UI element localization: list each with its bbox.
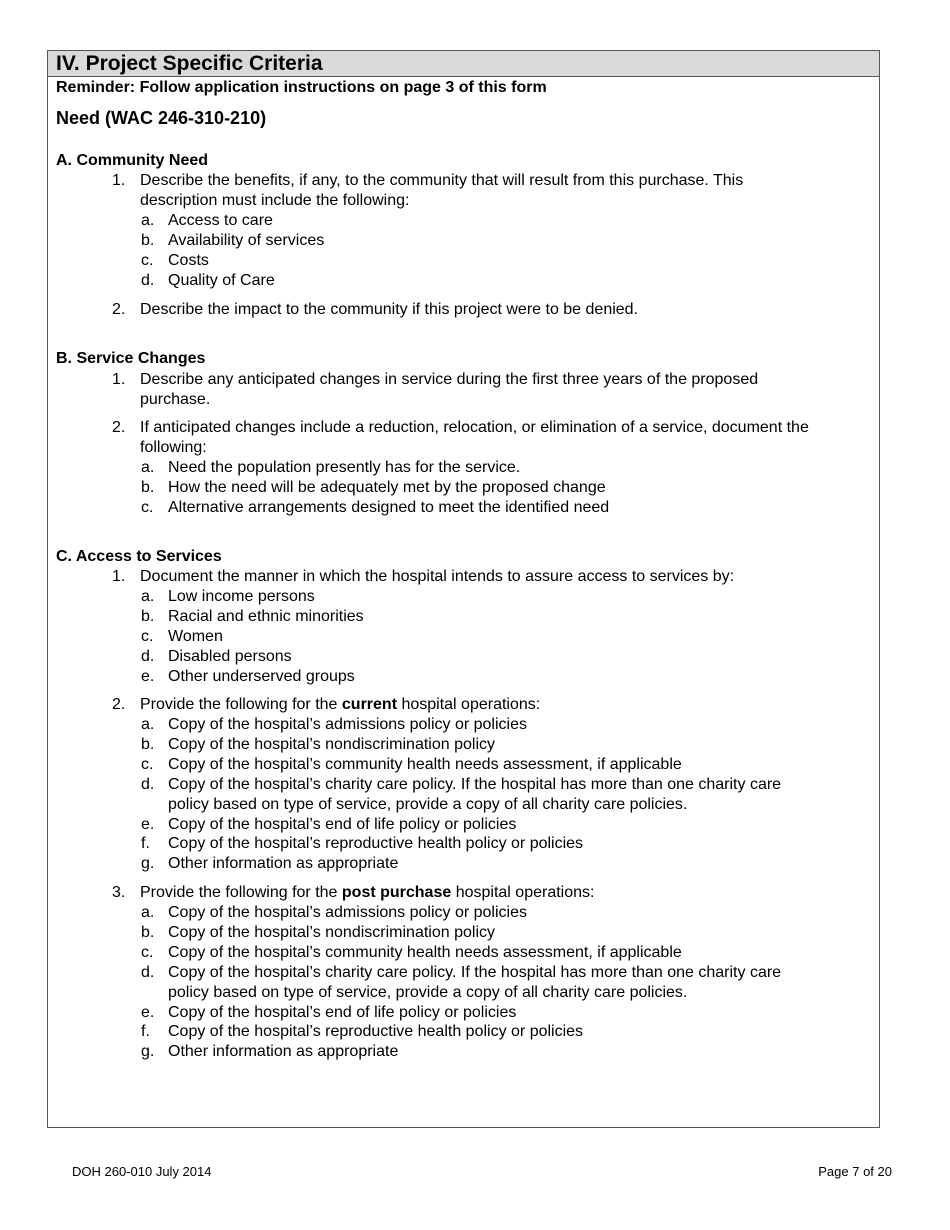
list-item: Copy of the hospital’s admissions policy or policies [168, 716, 527, 733]
list-item: Other information as appropriate [168, 855, 399, 872]
list-item: policy based on type of service, provide a copy of all charity care policies. [168, 984, 688, 1001]
list-item: Copy of the hospital’s reproductive health policy or policies [168, 1023, 584, 1040]
list-item: Other information as appropriate [168, 1043, 399, 1060]
access-services-heading: C. Access to Services [56, 548, 222, 565]
list-item: Racial and ethnic minorities [168, 608, 364, 625]
list-item: Access to care [168, 212, 273, 229]
list-item: If anticipated changes include a reduction, relocation, or elimination of a service, document the [140, 419, 809, 436]
list-item: Low income persons [168, 588, 315, 605]
list-item: Copy of the hospital’s end of life policy or policies [168, 1004, 517, 1021]
list-item: Describe any anticipated changes in service during the first three years of the proposed [140, 371, 759, 388]
list-item: Other underserved groups [168, 668, 355, 685]
list-item: Women [168, 628, 223, 645]
list-item: Describe the impact to the community if this project were to be denied. [140, 301, 639, 318]
list-item: description must include the following: [140, 192, 410, 209]
list-item: Copy of the hospital’s charity care policy. If the hospital has more than one charity care [168, 964, 782, 981]
community-need-heading: A. Community Need [56, 152, 209, 169]
list-item: Alternative arrangements designed to meet the identified need [168, 499, 610, 516]
need-heading: Need (WAC 246-310-210) [56, 108, 267, 128]
list-item: Copy of the hospital’s reproductive health policy or policies [168, 835, 584, 852]
list-item: Provide the following for the post purchase hospital operations: [140, 884, 595, 901]
list-item: purchase. [140, 391, 211, 408]
list-item: policy based on type of service, provide a copy of all charity care policies. [168, 796, 688, 813]
reminder-text: Reminder: Follow application instructions on page 3 of this form [56, 79, 547, 96]
list-item: Copy of the hospital’s end of life policy or policies [168, 816, 517, 833]
list-item: Copy of the hospital’s community health needs assessment, if applicable [168, 756, 682, 773]
list-item: Copy of the hospital’s nondiscrimination policy [168, 924, 495, 941]
list-item: Document the manner in which the hospital intends to assure access to services by: [140, 568, 735, 585]
list-item: Copy of the hospital’s nondiscrimination policy [168, 736, 495, 753]
list-item: Costs [168, 252, 209, 269]
section-title: IV. Project Specific Criteria [48, 51, 879, 77]
list-item: Provide the following for the current hospital operations: [140, 696, 541, 713]
footer-form-number: DOH 260-010 July 2014 [72, 1164, 212, 1179]
list-item: Disabled persons [168, 648, 292, 665]
list-number: 1. [112, 172, 126, 189]
footer-page-number: Page 7 of 20 [818, 1164, 892, 1179]
list-item: How the need will be adequately met by the proposed change [168, 479, 606, 496]
list-item: Need the population presently has for the service. [168, 459, 521, 476]
list-item: Quality of Care [168, 272, 275, 289]
criteria-frame: IV. Project Specific Criteria Reminder: Follow application instructions on page 3 of this form Need (WAC 246-310-210) A. Community Need 1. Describe the benefits, if any, to the community that will result from this purchase. This description must include the following: a. Access to care b. Availability of services c. Costs d. Quality of Care 2. Describe the impact to the community if this project were to be denied. B. Service Changes 1. Describe any anticipated changes in service during the first three years of the proposed purchase. 2. If anticipated changes include a reduction, relocation, or elimination of a service, document the following: a. Need the population presently has for the service. b. How the need will be adequately met by the proposed change c. Alternative arrangements designed to meet the identified need C. Access to Services 1. Document the manner in which the hospital intends to assure access to services by: a. Low income persons b. Racial and ethnic minorities c. Women d. Disabled persons e. Other underserved groups 2. Provide the following for the current hospital operations: a. Copy of the hospital’s admissions policy or policies b. Copy of the hospital’s nondiscrimination policy c. Copy of the hospital’s community health needs assessment, if applicable d. Copy of the hospital’s charity care policy. If the hospital has more than one charity care policy based on type of service, provide a copy of all charity care policies. e. Copy of the hospital’s end of life policy or policies f. Copy of the hospital’s reproductive health policy or policies g. Other information as appropriate 3. Provide the following for the post purchase hospital operations: a. Copy of the hospital’s admissions policy or policies b. Copy of the hospital’s nondiscrimination policy c. Copy of the hospital’s community health needs assessment, if applicable d. Copy of the hospital’s charity care policy. If the hospital has more than one charity care policy based on type of service, provide a copy of all charity care policies. e. Copy of the hospital’s end of life policy or policies f. Copy of the hospital’s reproductive health policy or policies g. Other information as appropriate [47, 50, 880, 1128]
list-item: Copy of the hospital’s charity care policy. If the hospital has more than one charity care [168, 776, 782, 793]
list-item: Availability of services [168, 232, 325, 249]
list-item: Copy of the hospital’s community health needs assessment, if applicable [168, 944, 682, 961]
list-item: Describe the benefits, if any, to the community that will result from this purchase. This [140, 172, 744, 189]
service-changes-heading: B. Service Changes [56, 350, 206, 367]
list-item: Copy of the hospital’s admissions policy or policies [168, 904, 527, 921]
list-item: following: [140, 439, 207, 456]
